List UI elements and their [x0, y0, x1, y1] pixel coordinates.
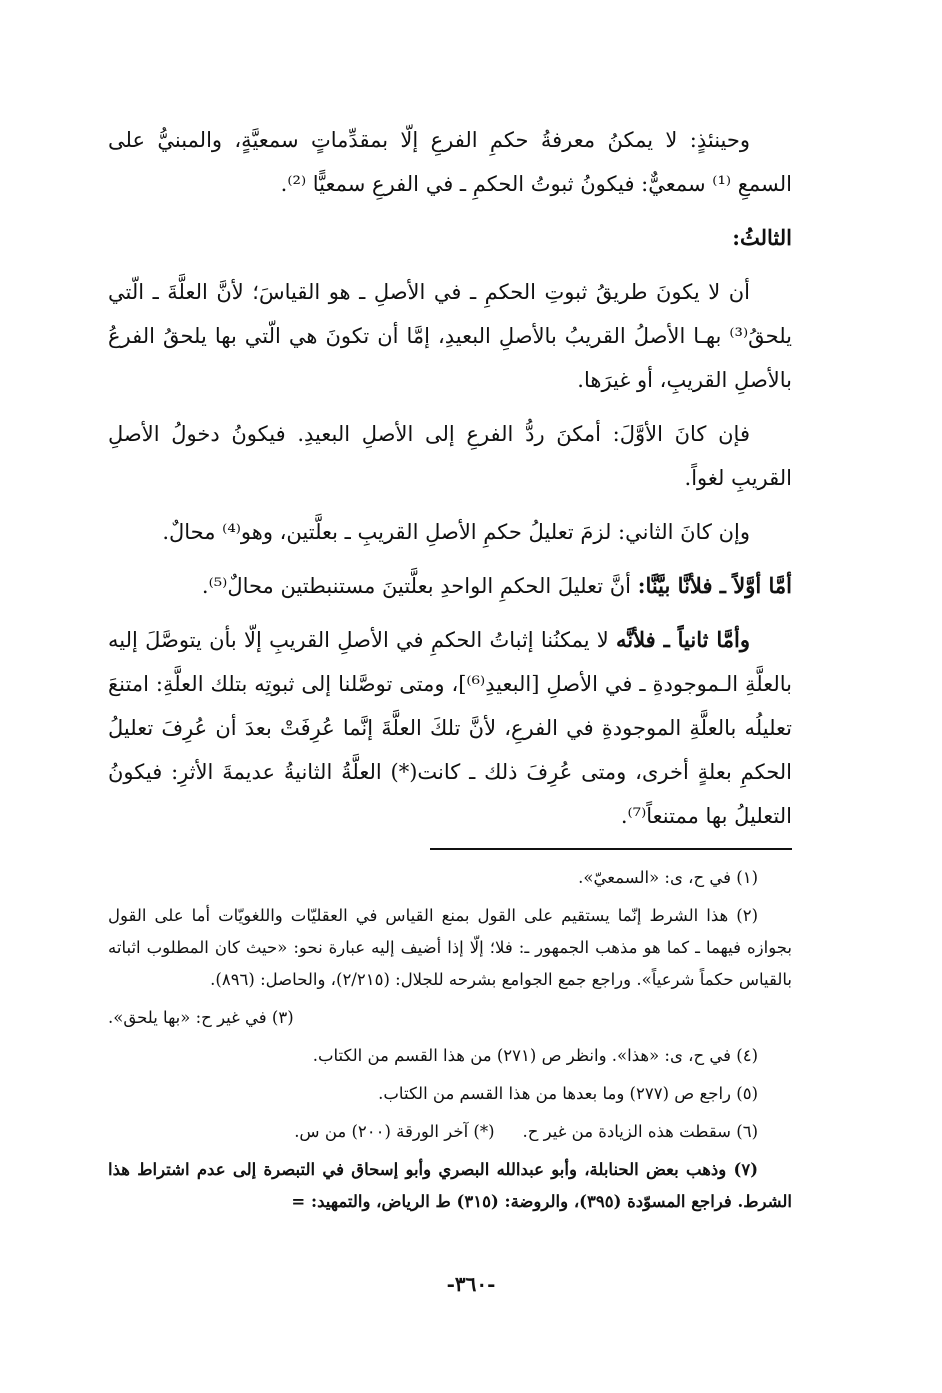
paragraph-2: أن لا يكونَ طريقُ ثبوتِ الحكمِ ـ في الأصلِ ـ هو القياسَ؛ لأنَّ العلَّةَ ـ الّتي يلحقُ⁽³⁾ بهـا الأصلُ القريبُ بالأصلِ البعيدِ، إمَّا أن تكونَ هي الّتي بها يلحقُ الفرعُ بالأصلِ القريبِ، أو غيرَها. [108, 280, 792, 392]
footnote-3: (٣) في غير ح: «بها يلحق». [108, 1008, 294, 1027]
footnote-7: (٧) وذهب بعض الحنابلة، وأبو عبدالله البصري وأبو إسحاق في التبصرة إلى عدم اشتراط هذا الشرط. فراجع المسوّدة (٣٩٥)، والروضة: (٣١٥) ط الرياض، والتمهيد: = [108, 1160, 792, 1211]
footnote-folio-marker: (*) آخر الورقة (٢٠٠) من س. [294, 1122, 495, 1141]
footnote-4: (٤) في ح، ى: «هذا». وانظر ص (٢٧١) من هذا القسم من الكتاب. [312, 1046, 758, 1065]
paragraph-5-text: أنَّ تعليلَ الحكمِ الواحدِ بعلَّتينَ مستنبطتين محالٌ⁽⁵⁾. [201, 574, 638, 598]
paragraph-4: وإن كانَ الثاني: لزمَ تعليلُ حكمِ الأصلِ القريبِ ـ بعلَّتين، وهو⁽⁴⁾ محالٌ. [162, 520, 750, 544]
paragraph-1: وحينئذٍ: لا يمكنُ معرفةُ حكمِ الفرعِ إلّا بمقدِّماتٍ سمعيَّةٍ، والمبنيُّ على السمعِ ⁽¹⁾ سمعيٌّ: فيكونُ ثبوتُ الحكمِ ـ في الفرعِ سمعيًّا ⁽²⁾. [108, 128, 792, 196]
footnote-separator [430, 848, 792, 850]
page-content [108, 118, 792, 1224]
section-heading-third: الثالثُ: [732, 225, 792, 250]
paragraph-6-text: لا يمكنُنا إثباتُ الحكمِ في الأصلِ القريبِ إلّا بأن يتوصَّلَ إليه بالعلَّةِ الـموجودةِ ـ في الأصلِ [البعيدِ⁽⁶⁾]، ومتى توصَّلنا إلى ثبوتِه بتلك العلَّةِ: امتنعَ تعليلُه بالعلَّةِ الموجودةِ في الفرعِ، لأنَّ تلكَ العلَّةَ إنَّما عُرِفَتْ بعدَ أن عُرِفَ تعليلُ الحكمِ بعلةٍ أخرى، ومتى عُرِفَ ذلك ـ كانت(*) العلَّةُ الثانيةُ عديمةَ الأثرِ: فيكونُ التعليلُ بها ممتنعاً⁽⁷⁾. [108, 628, 792, 828]
footnote-6-row [108, 1116, 792, 1148]
page-number: -٣٦٠- [446, 1272, 496, 1296]
paragraph-3: فإن كانَ الأوَّلَ: أمكنَ ردُّ الفرعِ إلى الأصلِ البعيدِ. فيكونُ دخولُ الأصلِ القريبِ لغواً. [108, 422, 792, 490]
paragraph-6-lead: وأمَّا ثانياً ـ فلأنَّه [616, 627, 750, 652]
paragraph-5-lead: أمَّا أوَّلاً ـ فلأنَّا بيَّنَّا: [637, 573, 792, 598]
footnote-5: (٥) راجع ص (٢٧٧) وما بعدها من هذا القسم من الكتاب. [378, 1084, 758, 1103]
footnote-6: (٦) سقطت هذه الزيادة من غير ح. [522, 1122, 758, 1141]
footnotes [108, 862, 792, 1218]
paragraph-6 [108, 618, 792, 838]
paragraph-5 [108, 564, 792, 608]
footnote-2: (٢) هذا الشرط إنّما يستقيم على القول بمنع القياس في العقليّات واللغويّات أما على القول بجوازه فيهما ـ كما هو مذهب الجمهور ـ: فلا؛ إلّا إذا أضيف إليه عبارة نحو: «حيث كان المطلوب اثباته بالقياس حكماً شرعياً». وراجع جمع الجوامع بشرحه للجلال: (٢/٢١٥)، والحاصل: (٨٩٦). [108, 906, 792, 989]
footnote-1: (١) في ح، ى: «السمعيّ». [578, 868, 758, 887]
